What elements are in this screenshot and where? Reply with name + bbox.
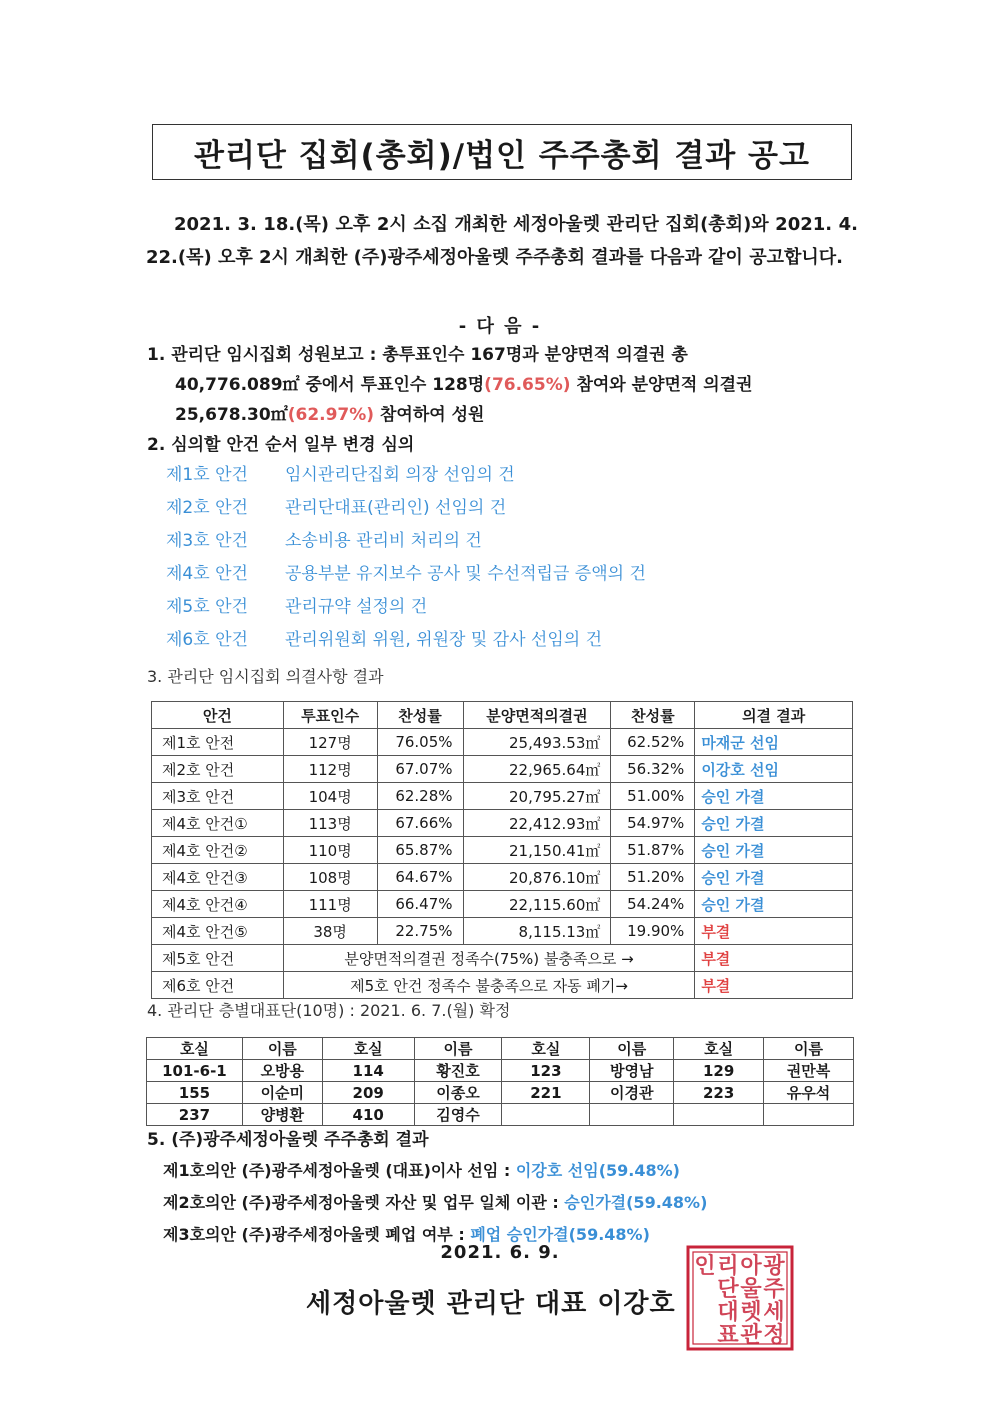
table-header-row bbox=[147, 1038, 854, 1060]
cell-name bbox=[590, 1104, 674, 1126]
cell-item: 제2호 안건 bbox=[152, 756, 284, 783]
cell-rate: 66.47% bbox=[377, 891, 463, 918]
cell-rate: 22.75% bbox=[377, 918, 463, 945]
cell-item: 제4호 안건③ bbox=[152, 864, 284, 891]
agenda-no: 제6호 안건 bbox=[166, 630, 248, 650]
cell-room: 410 bbox=[322, 1104, 414, 1126]
table-row bbox=[152, 810, 853, 837]
cell-name: 오방용 bbox=[242, 1060, 322, 1082]
s1-text-b: 참여와 분양면적 의결권 bbox=[570, 375, 753, 395]
cell-votes: 113명 bbox=[283, 810, 377, 837]
cell-votes: 104명 bbox=[283, 783, 377, 810]
col-header: 이름 bbox=[242, 1038, 322, 1060]
cell-rate: 62.28% bbox=[377, 783, 463, 810]
section-1-heading: 1. 관리단 임시집회 성원보고 : 총투표인수 167명과 분양면적 의결권 총 bbox=[147, 345, 688, 365]
table-row bbox=[147, 1060, 854, 1082]
cell-rate2: 51.87% bbox=[611, 837, 695, 864]
cell-name: 김영수 bbox=[414, 1104, 502, 1126]
cell-name bbox=[764, 1104, 854, 1126]
cell-name: 유우석 bbox=[764, 1082, 854, 1104]
table-row bbox=[152, 918, 853, 945]
seal-glyph: 세 bbox=[763, 1300, 785, 1325]
cell-rate2: 54.24% bbox=[611, 891, 695, 918]
agenda-no: 제1호 안건 bbox=[166, 465, 248, 485]
section-3-heading: 3. 관리단 임시집회 의결사항 결과 bbox=[147, 667, 384, 686]
agenda-text: 관리위원회 위원, 위원장 및 감사 선임의 건 bbox=[285, 630, 603, 650]
table-row bbox=[152, 756, 853, 783]
agenda-no: 제4호 안건 bbox=[166, 564, 248, 584]
page-title: 관리단 집회(총회)/법인 주주총회 결과 공고 bbox=[152, 124, 852, 180]
cell-merged-note: 분양면적의결권 정족수(75%) 불충족으로 → bbox=[283, 945, 695, 972]
table-row bbox=[152, 972, 853, 999]
issue-date: 2021. 6. 9. bbox=[440, 1242, 560, 1263]
cell-votes: 108명 bbox=[283, 864, 377, 891]
col-header: 찬성률 bbox=[611, 702, 695, 729]
cell-area: 8,115.13㎡ bbox=[463, 918, 611, 945]
cell-result: 부결 bbox=[695, 945, 853, 972]
cell-result: 승인 가결 bbox=[695, 810, 853, 837]
s1-text-a: 40,776.089㎡ 중에서 투표인수 128명 bbox=[175, 375, 485, 395]
cell-rate2: 19.90% bbox=[611, 918, 695, 945]
section-4-heading: 4. 관리단 층별대표단(10명) : 2021. 6. 7.(월) 확정 bbox=[147, 1001, 511, 1020]
col-header: 이름 bbox=[590, 1038, 674, 1060]
cell-result: 승인 가결 bbox=[695, 837, 853, 864]
cell-rate2: 51.20% bbox=[611, 864, 695, 891]
table-row bbox=[152, 837, 853, 864]
cell-room: 237 bbox=[147, 1104, 243, 1126]
cell-merged-note: 제5호 안건 정족수 불충족으로 자동 폐기→ bbox=[283, 972, 695, 999]
cell-room: 155 bbox=[147, 1082, 243, 1104]
cell-rate: 76.05% bbox=[377, 729, 463, 756]
cell-item: 제4호 안건⑤ bbox=[152, 918, 284, 945]
table-row bbox=[152, 864, 853, 891]
seal-glyph: 인 bbox=[694, 1254, 716, 1279]
s1-red-percent-1: (76.65%) bbox=[484, 375, 571, 395]
col-header: 안건 bbox=[152, 702, 284, 729]
cell-room: 101-6-1 bbox=[147, 1060, 243, 1082]
cell-result: 이강호 선임 bbox=[695, 756, 853, 783]
cell-votes: 112명 bbox=[283, 756, 377, 783]
agenda-item bbox=[166, 493, 646, 526]
item-text: 제3호의안 (주)광주세정아울렛 폐업 여부 : bbox=[163, 1225, 471, 1244]
cell-name: 황진호 bbox=[414, 1060, 502, 1082]
cell-item: 제4호 안건② bbox=[152, 837, 284, 864]
cell-room: 209 bbox=[322, 1082, 414, 1104]
cell-room: 129 bbox=[674, 1060, 764, 1082]
seal-glyph: 울 bbox=[740, 1277, 762, 1302]
cell-rate2: 56.32% bbox=[611, 756, 695, 783]
cell-rate2: 51.00% bbox=[611, 783, 695, 810]
table-row bbox=[152, 783, 853, 810]
cell-room: 123 bbox=[502, 1060, 590, 1082]
cell-room bbox=[674, 1104, 764, 1126]
intro-text: 2021. 3. 18.(목) 오후 2시 소집 개최한 세정아울렛 관리단 집회(총회)와 2021. 4. 22.(목) 오후 2시 개최한 (주)광주세정아울렛 주주총회 결과를 다음과 같이 공고합니다. bbox=[146, 214, 858, 268]
cell-room: 114 bbox=[322, 1060, 414, 1082]
cell-rate: 67.07% bbox=[377, 756, 463, 783]
agenda-no: 제5호 안건 bbox=[166, 597, 248, 617]
cell-result: 승인 가결 bbox=[695, 864, 853, 891]
cell-name: 이종오 bbox=[414, 1082, 502, 1104]
seal-glyph: 광 bbox=[763, 1254, 785, 1279]
cell-result: 승인 가결 bbox=[695, 783, 853, 810]
cell-name: 이순미 bbox=[242, 1082, 322, 1104]
item-text: 제2호의안 (주)광주세정아울렛 자산 및 업무 일체 이관 : bbox=[163, 1193, 565, 1212]
cell-rate2: 62.52% bbox=[611, 729, 695, 756]
agenda-text: 소송비용 관리비 처리의 건 bbox=[285, 531, 482, 551]
agenda-text: 공용부분 유지보수 공사 및 수선적립금 증액의 건 bbox=[285, 564, 646, 584]
col-header: 호실 bbox=[674, 1038, 764, 1060]
col-header: 호실 bbox=[322, 1038, 414, 1060]
cell-area: 22,965.64㎡ bbox=[463, 756, 611, 783]
agenda-text: 임시관리단집회 의장 선임의 건 bbox=[285, 465, 515, 485]
section-5-list bbox=[163, 1155, 707, 1251]
item-result: 폐업 승인가결(59.48%) bbox=[470, 1225, 650, 1244]
section-5-heading: 5. (주)광주세정아울렛 주주총회 결과 bbox=[147, 1130, 429, 1150]
intro-paragraph bbox=[146, 208, 858, 274]
cell-name: 권만복 bbox=[764, 1060, 854, 1082]
seal-glyph: 단 bbox=[717, 1277, 739, 1302]
cell-name: 이경관 bbox=[590, 1082, 674, 1104]
seal-glyph: 리 bbox=[717, 1254, 739, 1279]
item-text: 제1호의안 (주)광주세정아울렛 (대표)이사 선임 : bbox=[163, 1161, 516, 1180]
cell-item: 제4호 안건④ bbox=[152, 891, 284, 918]
agenda-item bbox=[166, 460, 646, 493]
cell-room: 221 bbox=[502, 1082, 590, 1104]
floor-rep-table bbox=[146, 1037, 854, 1126]
col-header: 이름 bbox=[764, 1038, 854, 1060]
seal-glyph: 대 bbox=[717, 1300, 739, 1325]
table-row bbox=[147, 1104, 854, 1126]
cell-area: 20,795.27㎡ bbox=[463, 783, 611, 810]
section-1-line3 bbox=[147, 400, 867, 430]
shareholder-item bbox=[163, 1187, 707, 1219]
item-result: 승인가결(59.48%) bbox=[564, 1193, 708, 1212]
cell-votes: 111명 bbox=[283, 891, 377, 918]
section-2-heading: 2. 심의할 안건 순서 일부 변경 심의 bbox=[147, 435, 415, 455]
cell-area: 20,876.10㎡ bbox=[463, 864, 611, 891]
signature: 세정아울렛 관리단 대표 이강호 bbox=[306, 1289, 676, 1319]
col-header: 찬성률 bbox=[377, 702, 463, 729]
cell-result: 마재군 선임 bbox=[695, 729, 853, 756]
col-header: 의결 결과 bbox=[695, 702, 853, 729]
official-seal bbox=[684, 1243, 796, 1353]
cell-item: 제4호 안건① bbox=[152, 810, 284, 837]
cell-rate: 67.66% bbox=[377, 810, 463, 837]
table-row bbox=[152, 945, 853, 972]
table-header-row bbox=[152, 702, 853, 729]
cell-name: 양병환 bbox=[242, 1104, 322, 1126]
agenda-text: 관리단대표(관리인) 선임의 건 bbox=[285, 498, 507, 518]
seal-glyph: 렛 bbox=[740, 1300, 762, 1325]
cell-votes: 127명 bbox=[283, 729, 377, 756]
agenda-item bbox=[166, 592, 646, 625]
cell-name: 방영남 bbox=[590, 1060, 674, 1082]
cell-item: 제6호 안건 bbox=[152, 972, 284, 999]
agenda-item bbox=[166, 559, 646, 592]
col-header: 호실 bbox=[502, 1038, 590, 1060]
agenda-item bbox=[166, 625, 646, 658]
cell-votes: 110명 bbox=[283, 837, 377, 864]
seal-glyph: 아 bbox=[740, 1254, 762, 1279]
section-1 bbox=[147, 340, 867, 430]
cell-item: 제5호 안건 bbox=[152, 945, 284, 972]
cell-area: 22,115.60㎡ bbox=[463, 891, 611, 918]
cell-area: 21,150.41㎡ bbox=[463, 837, 611, 864]
col-header: 투표인수 bbox=[283, 702, 377, 729]
s1-red-percent-2: (62.97%) bbox=[287, 405, 375, 425]
resolution-table bbox=[151, 701, 853, 999]
agenda-no: 제3호 안건 bbox=[166, 531, 248, 551]
agenda-item bbox=[166, 526, 646, 559]
agenda-list bbox=[166, 460, 646, 658]
seal-glyph: 주 bbox=[763, 1277, 785, 1302]
seal-glyph: 정 bbox=[763, 1323, 785, 1348]
cell-room bbox=[502, 1104, 590, 1126]
section-1-line2 bbox=[147, 370, 867, 400]
agenda-text: 관리규약 설정의 건 bbox=[285, 597, 428, 617]
daum-heading: - 다 음 - bbox=[458, 316, 542, 337]
cell-result: 부결 bbox=[695, 972, 853, 999]
agenda-no: 제2호 안건 bbox=[166, 498, 248, 518]
s1-text-d: 참여하여 성원 bbox=[374, 405, 485, 425]
item-result: 이강호 선임(59.48%) bbox=[515, 1161, 680, 1180]
seal-glyph: 표 bbox=[717, 1323, 739, 1348]
table-row bbox=[147, 1082, 854, 1104]
cell-votes: 38명 bbox=[283, 918, 377, 945]
col-header: 이름 bbox=[414, 1038, 502, 1060]
cell-result: 부결 bbox=[695, 918, 853, 945]
cell-rate: 65.87% bbox=[377, 837, 463, 864]
cell-item: 제1호 안전 bbox=[152, 729, 284, 756]
cell-room: 223 bbox=[674, 1082, 764, 1104]
seal-glyph: 관 bbox=[740, 1323, 762, 1348]
col-header: 분양면적의결권 bbox=[463, 702, 611, 729]
shareholder-item bbox=[163, 1155, 707, 1187]
cell-area: 22,412.93㎡ bbox=[463, 810, 611, 837]
cell-rate: 64.67% bbox=[377, 864, 463, 891]
cell-area: 25,493.53㎡ bbox=[463, 729, 611, 756]
col-header: 호실 bbox=[147, 1038, 243, 1060]
cell-result: 승인 가결 bbox=[695, 891, 853, 918]
s1-text-c: 25,678.30㎡ bbox=[175, 405, 288, 425]
seal-glyphs bbox=[694, 1253, 785, 1348]
table-row bbox=[152, 729, 853, 756]
cell-rate2: 54.97% bbox=[611, 810, 695, 837]
table-row bbox=[152, 891, 853, 918]
cell-item: 제3호 안건 bbox=[152, 783, 284, 810]
